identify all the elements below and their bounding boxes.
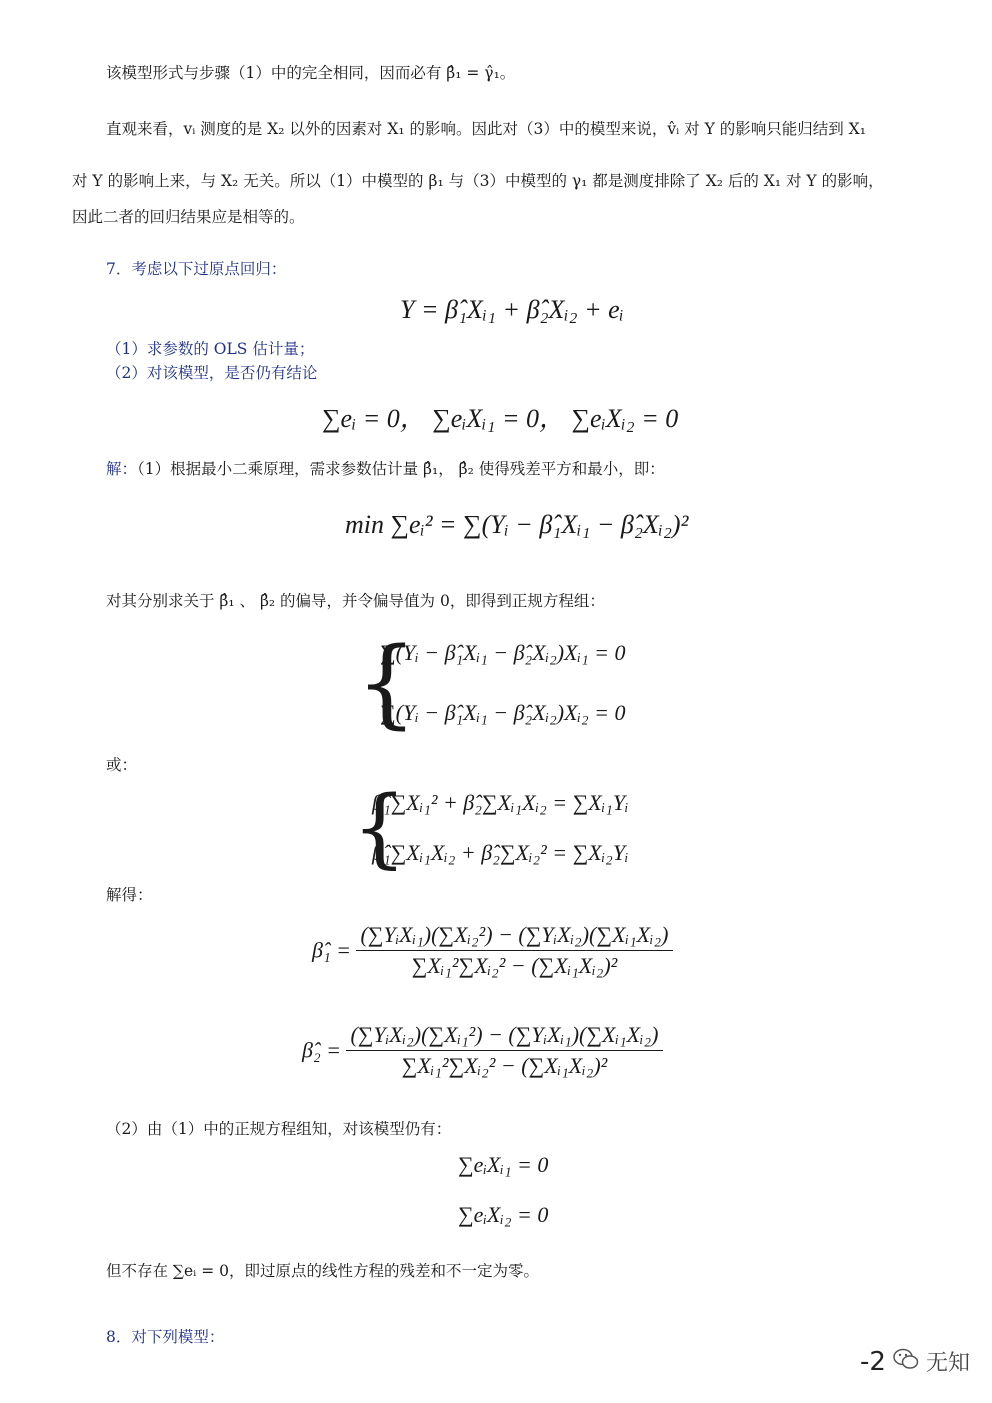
- beta1-denominator: ∑Xᵢ₁²∑Xᵢ₂² − (∑Xᵢ₁Xᵢ₂)²: [411, 953, 618, 978]
- question-7-title: 7．考虑以下过原点回归：: [106, 260, 287, 278]
- paragraph-2-line-1: 直观来看，vᵢ 测度的是 X₂ 以外的因素对 X₁ 的影响。因此对（3）中的模型来说，v̂ᵢ 对 Y 的影响只能归结到 X₁: [106, 120, 866, 138]
- partial-derivative-text: 对其分别求关于 β̂₁ 、 β̂₂ 的偏导，并令偏导值为 0，即得到正规方程组：: [106, 592, 605, 610]
- beta1-numerator: (∑YᵢXᵢ₁)(∑Xᵢ₂²) − (∑YᵢXᵢ₂)(∑Xᵢ₁Xᵢ₂): [356, 922, 672, 951]
- page-number: -2: [860, 1346, 886, 1377]
- brace-alt-eqs: {: [352, 778, 407, 878]
- equation-alt-2: β̂₁∑Xᵢ₁Xᵢ₂ + β̂₂∑Xᵢ₂² = ∑Xᵢ₂Yᵢ: [372, 840, 629, 865]
- beta2-lhs: β̂₂ =: [302, 1037, 341, 1063]
- equation-residual-2: ∑eᵢXᵢ₂ = 0: [458, 1202, 549, 1227]
- beta1-formula: [312, 922, 673, 979]
- question-7-part-1: （1）求参数的 OLS 估计量；: [106, 340, 315, 358]
- part-2-answer-text: （2）由（1）中的正规方程组知，对该模型仍有：: [106, 1120, 452, 1138]
- question-8-title: 8．对下列模型：: [106, 1328, 225, 1346]
- brace-normal-eqs: {: [356, 627, 418, 739]
- equation-alt-1: β̂₁∑Xᵢ₁² + β̂₂∑Xᵢ₁Xᵢ₂ = ∑Xᵢ₁Yᵢ: [372, 790, 629, 815]
- beta2-numerator: (∑YᵢXᵢ₂)(∑Xᵢ₁²) − (∑YᵢXᵢ₁)(∑Xᵢ₁Xᵢ₂): [346, 1022, 662, 1051]
- or-text: 或：: [106, 756, 138, 774]
- beta2-denominator: ∑Xᵢ₁²∑Xᵢ₂² − (∑Xᵢ₁Xᵢ₂)²: [401, 1053, 608, 1078]
- equation-normal-2: ∑(Yᵢ − β̂₁Xᵢ₁ − β̂₂Xᵢ₂)Xᵢ₂ = 0: [380, 700, 626, 725]
- paragraph-2-line-3: 因此二者的回归结果应是相等的。: [72, 208, 305, 226]
- solution-line: [106, 458, 665, 480]
- conclusion-text: 但不存在 ∑eᵢ = 0，即过原点的线性方程的残差和不一定为零。: [106, 1262, 539, 1280]
- beta2-fraction: [346, 1022, 662, 1079]
- question-7-part-2: （2）对该模型，是否仍有结论: [106, 364, 318, 382]
- solve-text: 解得：: [106, 886, 153, 904]
- wechat-logo-icon: [892, 1347, 920, 1377]
- equation-model: Y = β̂₁Xᵢ₁ + β̂₂Xᵢ₂ + eᵢ: [400, 295, 624, 324]
- paragraph-1: 该模型形式与步骤（1）中的完全相同，因而必有 β̂₁ = γ̂₁。: [106, 64, 516, 82]
- watermark-text: 无知: [925, 1351, 970, 1376]
- equation-residual-1: ∑eᵢXᵢ₁ = 0: [458, 1152, 549, 1177]
- equation-conclusion: ∑eᵢ = 0， ∑eᵢXᵢ₁ = 0， ∑eᵢXᵢ₂ = 0: [322, 404, 679, 433]
- paragraph-2-line-2: 对 Y 的影响上来，与 X₂ 无关。所以（1）中模型的 β₁ 与（3）中模型的 γ₁ 都是测度排除了 X₂ 后的 X₁ 对 Y 的影响，: [72, 172, 884, 190]
- beta1-fraction: [356, 922, 672, 979]
- equation-min-rss: min ∑eᵢ² = ∑(Yᵢ − β̂₁Xᵢ₁ − β̂₂Xᵢ₂)²: [345, 510, 689, 539]
- beta1-lhs: β̂₁ =: [312, 937, 351, 963]
- solution-text: （1）根据最小二乘原理，需求参数估计量 β̂₁， β̂₂ 使得残差平方和最小，即：: [137, 460, 665, 478]
- beta2-formula: [302, 1022, 663, 1079]
- solution-label: 解：: [106, 460, 138, 478]
- equation-normal-1: ∑(Yᵢ − β̂₁Xᵢ₁ − β̂₂Xᵢ₂)Xᵢ₁ = 0: [380, 640, 626, 665]
- footer-watermark: [860, 1346, 970, 1377]
